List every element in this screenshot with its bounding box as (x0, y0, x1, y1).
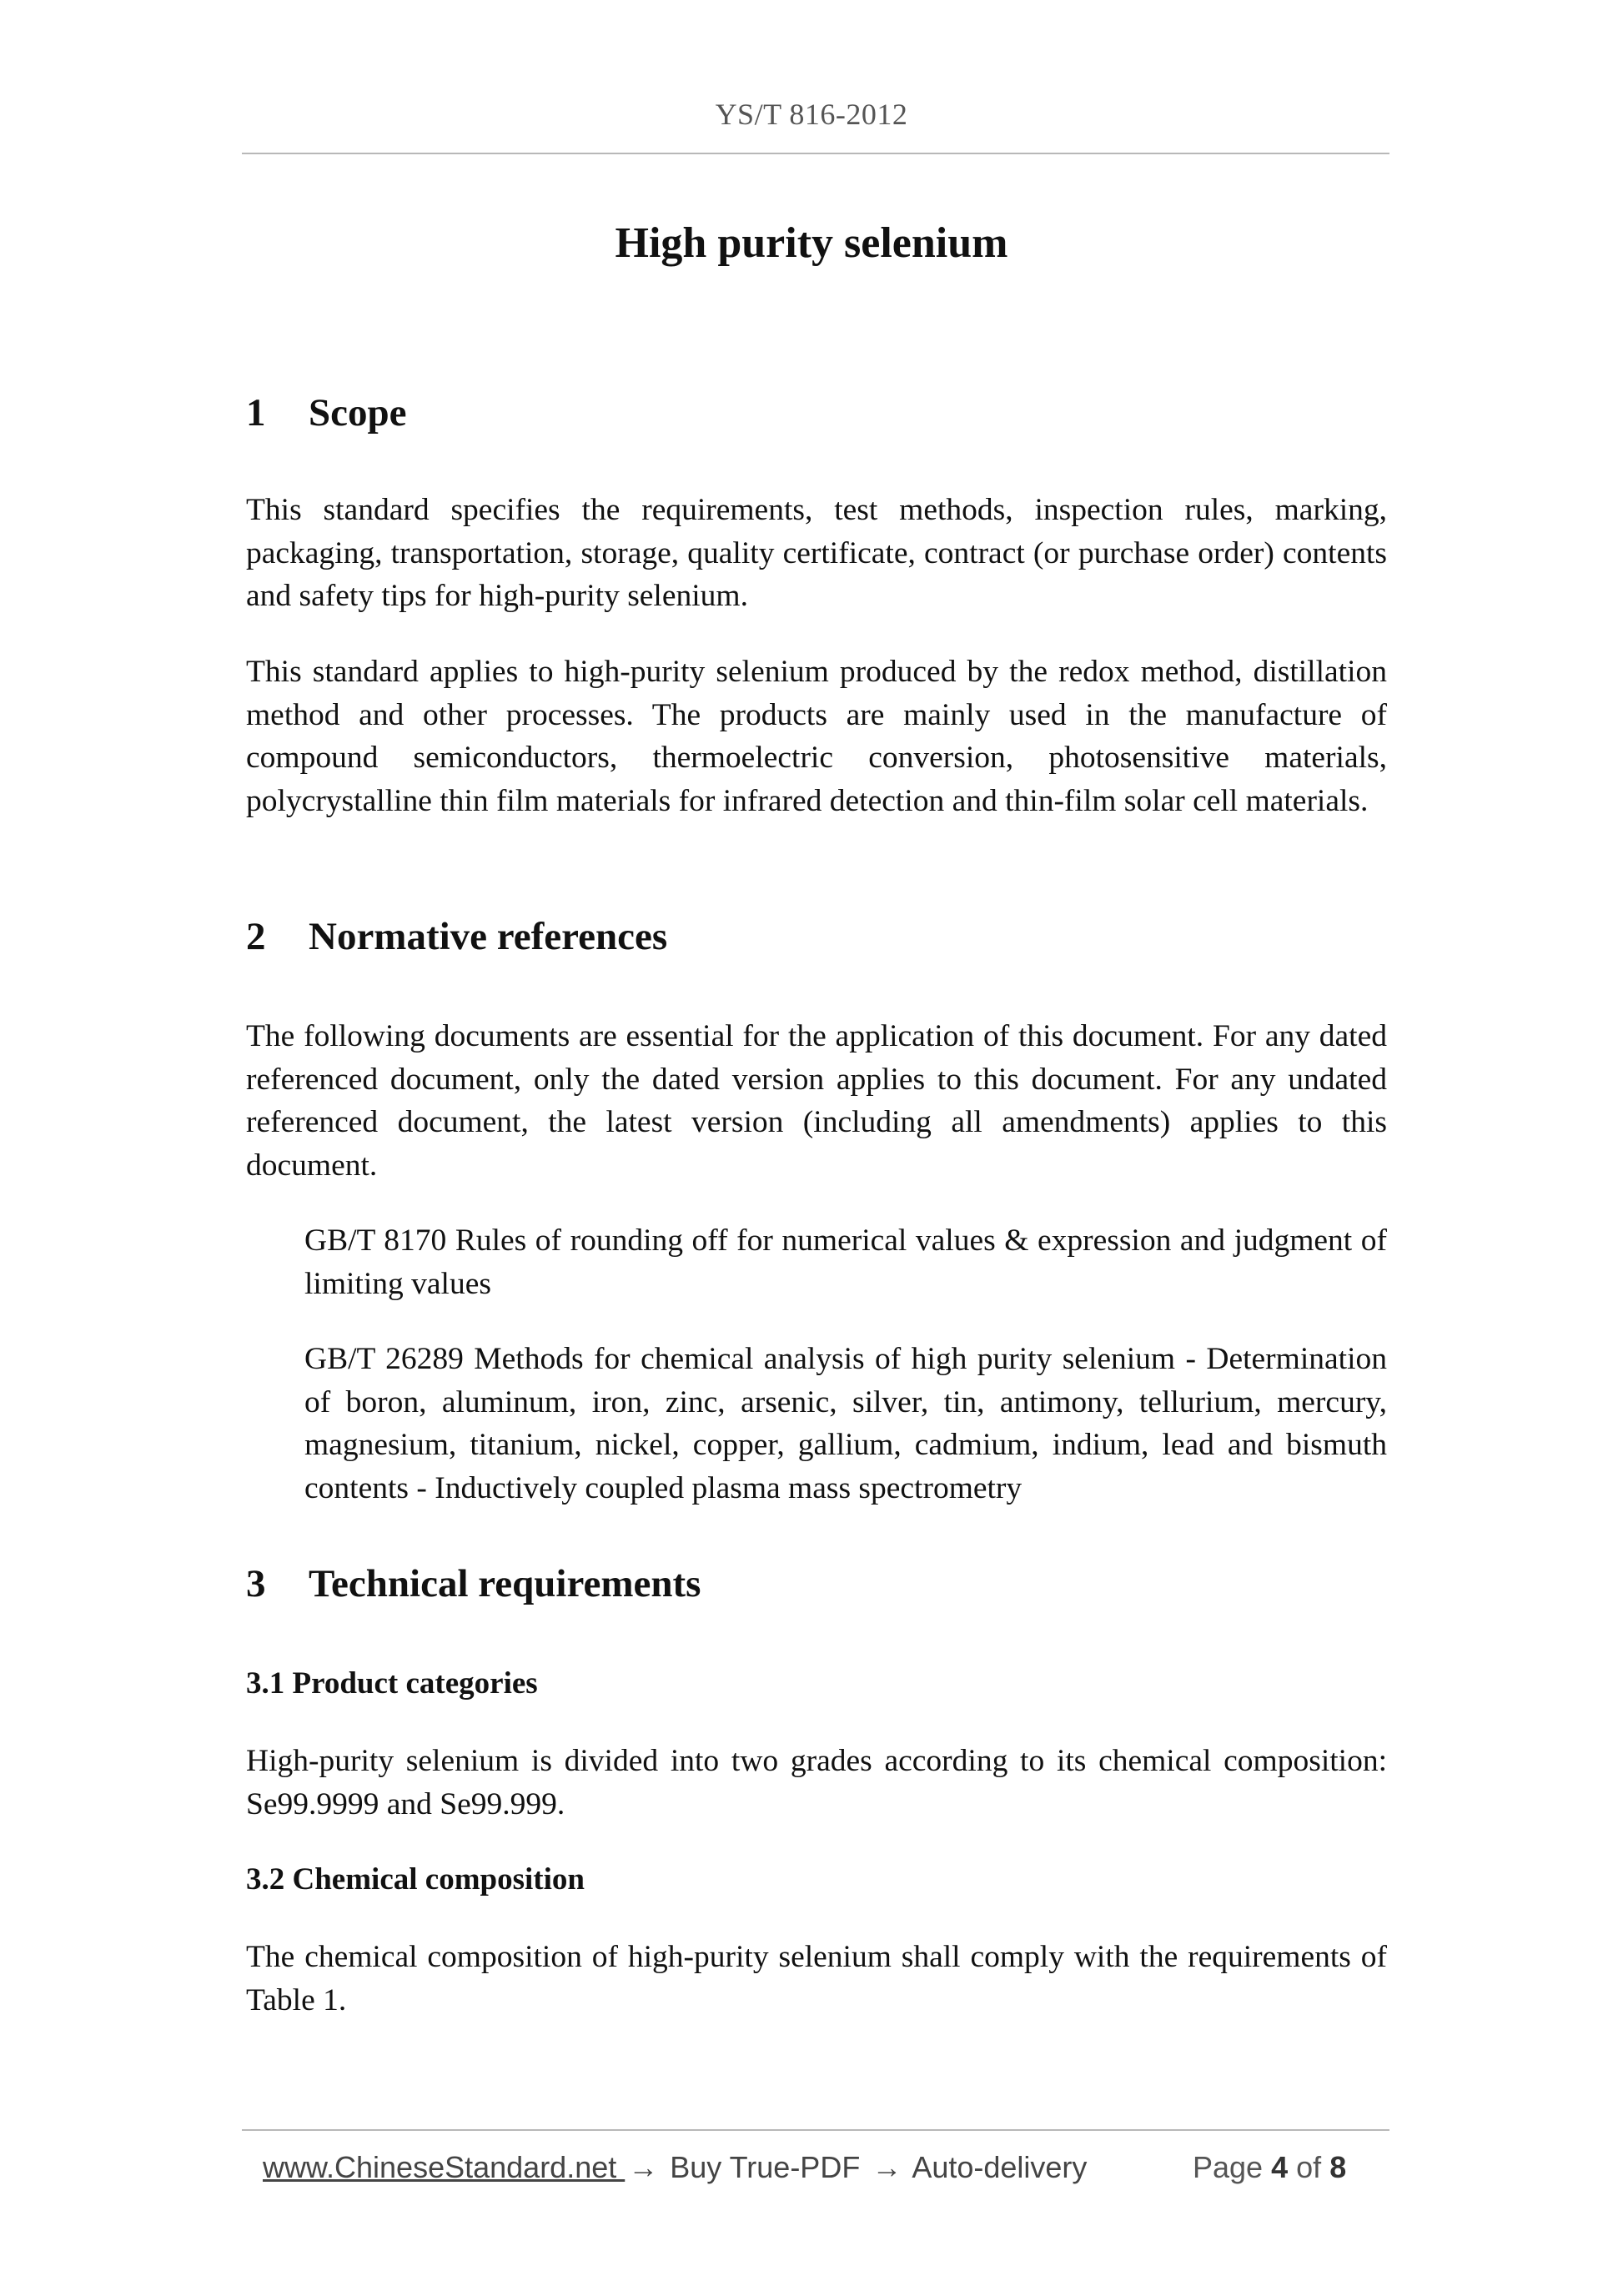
section-title: Technical requirements (309, 1562, 701, 1605)
subsection-heading-product-categories: 3.1 Product categories (246, 1666, 538, 1701)
section-number: 1 (246, 391, 266, 435)
reference-item-gbt-26289: GB/T 26289 Methods for chemical analysis of high purity selenium - Determination of boron, aluminum, iron, zinc, arsenic, silver, tin, antimony, tellurium, mercury, magnesium, titanium, nickel, copper, gallium, cadmium, indium, lead and bismuth contents - Inductively coupled plasma mass spectrometry (304, 1342, 1387, 1505)
arrow-right-icon: → (872, 2150, 902, 2184)
footer-divider (242, 2129, 1389, 2131)
reference-item-gbt-8170: GB/T 8170 Rules of rounding off for numerical values & expression and judgment of limiting values (304, 1223, 1387, 1301)
chemical-composition-paragraph: The chemical composition of high-purity selenium shall comply with the requirements of Table 1. (246, 1940, 1387, 2017)
section-title: Normative references (309, 915, 668, 958)
arrow-right-icon: → (628, 2150, 659, 2184)
page-label: Page (1193, 2150, 1264, 2184)
section-number: 2 (246, 915, 266, 958)
website-link[interactable]: www.ChineseStandard.net (263, 2150, 626, 2184)
page-of-label: of (1296, 2150, 1322, 2184)
auto-delivery-text: Auto-delivery (905, 2150, 1088, 2184)
running-header: YS/T 816-2012 (715, 98, 908, 131)
page-total: 8 (1329, 2150, 1347, 2184)
header-divider (242, 153, 1389, 154)
section-title: Scope (309, 391, 407, 435)
page-current: 4 (1271, 2150, 1289, 2184)
references-intro-paragraph: The following documents are essential for the application of this document. For any dated referenced document, only the dated version applies to this document. For any undated referenced document, the latest version (including all amendments) applies to this document. (246, 1019, 1387, 1183)
scope-paragraph-1: This standard specifies the requirements, test methods, inspection rules, marking, packaging, transportation, storage, quality certificate, contract (or purchase order) contents and safety tips for high-purity selenium. (246, 493, 1387, 613)
product-categories-paragraph: High-purity selenium is divided into two grades according to its chemical composition: Se99.9999 and Se99.999. (246, 1744, 1387, 1821)
section-heading-scope (246, 390, 407, 435)
document-title: High purity selenium (615, 219, 1008, 267)
scope-paragraph-2: This standard applies to high-purity selenium produced by the redox method, distillation method and other processes. The products are mainly used in the manufacture of compound semiconductors, thermoelectric conversion, photosensitive materials, polycrystalline thin film materials for infrared detection and thin-film solar cell materials. (246, 655, 1387, 818)
section-number: 3 (246, 1562, 266, 1605)
section-heading-normative-references (246, 914, 667, 959)
section-heading-technical-requirements (246, 1561, 701, 1606)
footer-promo (263, 2150, 1087, 2185)
buy-true-pdf-text: Buy True-PDF (661, 2150, 869, 2184)
subsection-heading-chemical-composition: 3.2 Chemical composition (246, 1862, 585, 1897)
page-number (1193, 2150, 1346, 2185)
